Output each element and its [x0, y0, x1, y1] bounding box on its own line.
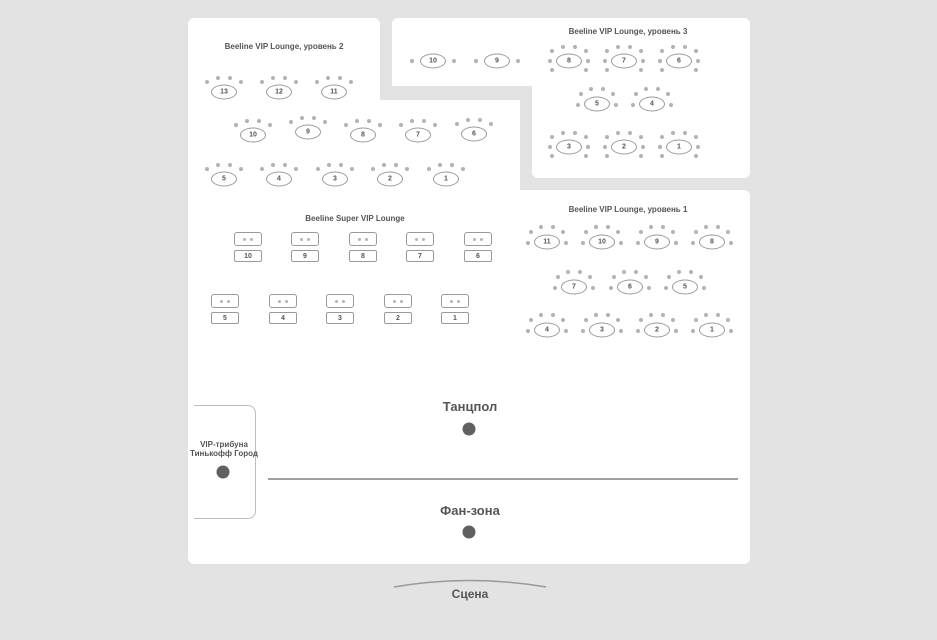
seat-dot	[323, 120, 327, 124]
lounge1-table-3[interactable]: 3	[589, 323, 615, 338]
seat-dot	[639, 230, 643, 234]
seat-dot	[382, 163, 386, 167]
seat-dot	[271, 76, 275, 80]
lounge1-title: Beeline VIP Lounge, уровень 1	[568, 205, 688, 214]
seat-dot	[539, 225, 543, 229]
lounge3-table-5[interactable]: 5	[584, 97, 610, 112]
seat-dot	[450, 300, 453, 303]
seat-dot	[636, 329, 640, 333]
seat-dot	[656, 87, 660, 91]
seat-dot	[228, 76, 232, 80]
seat-dot	[694, 135, 698, 139]
seat-dot	[699, 275, 703, 279]
seat-dot	[367, 119, 371, 123]
seat-dot	[245, 119, 249, 123]
seat-dot	[649, 313, 653, 317]
lounge3-table-3[interactable]: 3	[556, 140, 582, 155]
seat-dot	[729, 241, 733, 245]
seat-dot	[205, 167, 209, 171]
lounge1-table-1[interactable]: 1	[699, 323, 725, 338]
lounge1-table-8[interactable]: 8	[699, 235, 725, 250]
super-vip-box-7[interactable]	[406, 232, 434, 246]
stage-label: Сцена	[451, 587, 489, 601]
seat-dot	[589, 87, 593, 91]
super-vip-box-2[interactable]	[384, 294, 412, 308]
seat-dot	[606, 225, 610, 229]
seat-dot	[289, 120, 293, 124]
seat-dot	[696, 59, 700, 63]
seat-dot	[616, 45, 620, 49]
seat-dot	[594, 225, 598, 229]
seat-dot	[350, 167, 354, 171]
seat-dot	[551, 313, 555, 317]
seat-dot	[584, 135, 588, 139]
seat-dot	[702, 286, 706, 290]
super-vip-box-label: 8	[349, 250, 377, 262]
seat-dot	[578, 270, 582, 274]
lounge2-table-2[interactable]: 2	[377, 172, 403, 187]
super-vip-box-label: 2	[384, 312, 412, 324]
seat-dot	[573, 45, 577, 49]
seat-dot	[619, 329, 623, 333]
seat-dot	[588, 275, 592, 279]
seat-dot	[438, 163, 442, 167]
lounge1-table-10[interactable]: 10	[589, 235, 615, 250]
seat-dot	[294, 80, 298, 84]
seat-dot	[243, 238, 246, 241]
lounge3-table-9[interactable]: 9	[484, 54, 510, 69]
seat-dot	[639, 68, 643, 72]
seat-dot	[278, 300, 281, 303]
super-vip-title: Beeline Super VIP Lounge	[305, 214, 405, 223]
lounge3-title: Beeline VIP Lounge, уровень 3	[568, 27, 688, 36]
super-vip-box-label: 3	[326, 312, 354, 324]
seat-dot	[636, 241, 640, 245]
seat-dot	[581, 241, 585, 245]
seat-dot	[551, 225, 555, 229]
dance-floor-label: Танцпол	[442, 399, 498, 414]
zone-divider-line	[268, 478, 738, 480]
seat-dot	[683, 45, 687, 49]
seat-dot	[339, 163, 343, 167]
seat-dot	[631, 103, 635, 107]
seat-dot	[393, 300, 396, 303]
seat-dot	[628, 45, 632, 49]
seat-dot	[616, 131, 620, 135]
seat-dot	[622, 270, 626, 274]
seat-dot	[338, 76, 342, 80]
seat-dot	[461, 167, 465, 171]
seat-dot	[644, 275, 648, 279]
seat-dot	[661, 225, 665, 229]
seat-dot	[355, 119, 359, 123]
seat-dot	[579, 92, 583, 96]
lounge1-table-4[interactable]: 4	[534, 323, 560, 338]
vip-tribune-marker[interactable]	[217, 466, 230, 479]
super-vip-box-label: 5	[211, 312, 239, 324]
seat-dot	[634, 92, 638, 96]
seat-dot	[605, 154, 609, 158]
seat-dot	[550, 68, 554, 72]
seat-dot	[529, 230, 533, 234]
super-vip-box-label: 7	[406, 250, 434, 262]
lounge3-table-10[interactable]: 10	[420, 54, 446, 69]
seat-dot	[609, 286, 613, 290]
seat-dot	[283, 76, 287, 80]
seat-dot	[478, 118, 482, 122]
seat-dot	[639, 318, 643, 322]
seat-dot	[586, 145, 590, 149]
seat-dot	[271, 163, 275, 167]
super-vip-box-1[interactable]	[441, 294, 469, 308]
seat-dot	[667, 275, 671, 279]
seat-dot	[285, 300, 288, 303]
seat-dot	[641, 59, 645, 63]
seat-dot	[216, 76, 220, 80]
fan-zone-label: Фан-зона	[440, 503, 500, 518]
lounge1-table-9[interactable]: 9	[644, 235, 670, 250]
seat-dot	[658, 145, 662, 149]
lounge2-table-1[interactable]: 1	[433, 172, 459, 187]
seat-dot	[581, 329, 585, 333]
seat-dot	[616, 318, 620, 322]
seat-dot	[671, 131, 675, 135]
seat-dot	[726, 230, 730, 234]
lounge2-table-8[interactable]: 8	[350, 128, 376, 143]
seat-dot	[576, 103, 580, 107]
seat-dot	[234, 123, 238, 127]
seat-dot	[628, 131, 632, 135]
seat-dot	[603, 145, 607, 149]
seat-dot	[315, 80, 319, 84]
seat-dot	[573, 131, 577, 135]
seat-dot	[410, 59, 414, 63]
seat-dot	[239, 80, 243, 84]
seat-dot	[556, 275, 560, 279]
super-vip-box-6[interactable]	[464, 232, 492, 246]
seat-dot	[691, 329, 695, 333]
super-vip-box-10[interactable]	[234, 232, 262, 246]
seat-dot	[603, 59, 607, 63]
seat-dot	[548, 145, 552, 149]
seat-dot	[584, 154, 588, 158]
seat-dot	[526, 241, 530, 245]
seat-dot	[660, 68, 664, 72]
seat-dot	[639, 49, 643, 53]
super-vip-box-9[interactable]	[291, 232, 319, 246]
seat-dot	[415, 238, 418, 241]
seat-dot	[605, 49, 609, 53]
seat-dot	[716, 225, 720, 229]
seat-dot	[422, 119, 426, 123]
seat-dot	[664, 286, 668, 290]
seat-dot	[696, 145, 700, 149]
seat-dot	[326, 76, 330, 80]
seat-dot	[433, 123, 437, 127]
seat-dot	[452, 59, 456, 63]
lounge2-table-10[interactable]: 10	[240, 128, 266, 143]
seat-dot	[566, 270, 570, 274]
lounge1-table-7[interactable]: 7	[561, 280, 587, 295]
seat-dot	[457, 300, 460, 303]
seat-dot	[584, 318, 588, 322]
seat-dot	[344, 123, 348, 127]
seat-dot	[584, 68, 588, 72]
seat-dot	[474, 59, 478, 63]
venue-panel-lounge2-ext	[188, 100, 520, 210]
seat-dot	[661, 313, 665, 317]
lounge3-table-4[interactable]: 4	[639, 97, 665, 112]
super-vip-box-3[interactable]	[326, 294, 354, 308]
lounge1-table-5[interactable]: 5	[672, 280, 698, 295]
seat-dot	[268, 123, 272, 127]
venue-panel-lounge3-ext	[532, 70, 750, 178]
seat-dot	[526, 329, 530, 333]
seat-dot	[205, 80, 209, 84]
fan-zone-marker[interactable]	[463, 526, 476, 539]
seat-dot	[550, 154, 554, 158]
seat-dot	[220, 300, 223, 303]
seat-dot	[647, 286, 651, 290]
vip-tribune-label-line1: VIP-трибуна	[200, 440, 248, 449]
vip-tribune-label-line2: Тинькофф Город	[189, 449, 259, 458]
seat-dot	[561, 131, 565, 135]
seat-dot	[677, 270, 681, 274]
seat-dot	[539, 313, 543, 317]
lounge2-table-5[interactable]: 5	[211, 172, 237, 187]
lounge2-table-11[interactable]: 11	[321, 85, 347, 100]
seat-dot	[371, 167, 375, 171]
lounge1-table-11[interactable]: 11	[534, 235, 560, 250]
seat-dot	[639, 135, 643, 139]
seat-dot	[480, 238, 483, 241]
seat-dot	[550, 49, 554, 53]
seat-dot	[394, 163, 398, 167]
seat-dot	[548, 59, 552, 63]
seat-dot	[614, 103, 618, 107]
seat-dot	[612, 275, 616, 279]
seat-dot	[260, 80, 264, 84]
seat-dot	[227, 300, 230, 303]
seat-dot	[683, 131, 687, 135]
seat-dot	[283, 163, 287, 167]
super-vip-box-label: 6	[464, 250, 492, 262]
seat-dot	[228, 163, 232, 167]
lounge3-table-1[interactable]: 1	[666, 140, 692, 155]
seat-dot	[400, 300, 403, 303]
seat-dot	[729, 329, 733, 333]
seat-dot	[466, 118, 470, 122]
seat-dot	[358, 238, 361, 241]
seat-dot	[216, 163, 220, 167]
seat-dot	[666, 92, 670, 96]
seat-dot	[564, 329, 568, 333]
seat-dot	[649, 225, 653, 229]
seat-dot	[601, 87, 605, 91]
seat-dot	[427, 167, 431, 171]
seat-dot	[671, 230, 675, 234]
seat-dot	[239, 167, 243, 171]
seat-dot	[689, 270, 693, 274]
seat-dot	[658, 59, 662, 63]
seat-dot	[694, 318, 698, 322]
seat-dot	[307, 238, 310, 241]
seat-dot	[450, 163, 454, 167]
seat-dot	[327, 163, 331, 167]
seat-dot	[674, 241, 678, 245]
seat-dot	[561, 45, 565, 49]
seat-dot	[312, 116, 316, 120]
seat-dot	[594, 313, 598, 317]
seat-dot	[257, 119, 261, 123]
seat-dot	[644, 87, 648, 91]
seat-dot	[704, 225, 708, 229]
lounge3-table-8[interactable]: 8	[556, 54, 582, 69]
seat-dot	[639, 154, 643, 158]
super-vip-box-8[interactable]	[349, 232, 377, 246]
seat-dot	[378, 123, 382, 127]
seat-dot	[694, 68, 698, 72]
seat-dot	[335, 300, 338, 303]
seat-dot	[716, 313, 720, 317]
seat-dot	[410, 119, 414, 123]
seat-dot	[399, 123, 403, 127]
seat-dot	[516, 59, 520, 63]
lounge2-table-3[interactable]: 3	[322, 172, 348, 187]
seat-dot	[694, 154, 698, 158]
seat-dot	[605, 68, 609, 72]
seat-dot	[294, 167, 298, 171]
seat-dot	[250, 238, 253, 241]
seat-dot	[550, 135, 554, 139]
seat-dot	[529, 318, 533, 322]
lounge3-table-6[interactable]: 6	[666, 54, 692, 69]
seat-dot	[660, 135, 664, 139]
seat-dot	[584, 230, 588, 234]
lounge1-table-6[interactable]: 6	[617, 280, 643, 295]
lounge2-table-4[interactable]: 4	[266, 172, 292, 187]
seat-dot	[365, 238, 368, 241]
seat-dot	[671, 318, 675, 322]
seat-dot	[316, 167, 320, 171]
seat-dot	[591, 286, 595, 290]
seat-dot	[704, 313, 708, 317]
seat-dot	[561, 230, 565, 234]
seat-dot	[669, 103, 673, 107]
lounge2-table-9[interactable]: 9	[295, 125, 321, 140]
seat-dot	[605, 135, 609, 139]
seat-dot	[606, 313, 610, 317]
super-vip-box-4[interactable]	[269, 294, 297, 308]
seat-dot	[561, 318, 565, 322]
seat-dot	[405, 167, 409, 171]
lounge3-table-2[interactable]: 2	[611, 140, 637, 155]
seat-dot	[342, 300, 345, 303]
seat-dot	[726, 318, 730, 322]
dance-floor-marker[interactable]	[463, 423, 476, 436]
seat-dot	[671, 45, 675, 49]
seat-dot	[634, 270, 638, 274]
lounge2-table-13[interactable]: 13	[211, 85, 237, 100]
seat-dot	[674, 329, 678, 333]
seat-dot	[553, 286, 557, 290]
seat-dot	[473, 238, 476, 241]
lounge2-table-7[interactable]: 7	[405, 128, 431, 143]
super-vip-box-5[interactable]	[211, 294, 239, 308]
seat-dot	[260, 167, 264, 171]
seat-dot	[660, 49, 664, 53]
super-vip-box-label: 1	[441, 312, 469, 324]
lounge2-title: Beeline VIP Lounge, уровень 2	[224, 42, 344, 51]
seat-dot	[641, 145, 645, 149]
super-vip-box-label: 9	[291, 250, 319, 262]
seat-dot	[691, 241, 695, 245]
seat-dot	[422, 238, 425, 241]
seat-dot	[584, 49, 588, 53]
seat-dot	[611, 92, 615, 96]
super-vip-box-label: 10	[234, 250, 262, 262]
vip-tribune-frame	[194, 405, 256, 519]
seat-dot	[349, 80, 353, 84]
seat-dot	[660, 154, 664, 158]
vip-tribune-label	[190, 440, 258, 458]
seat-dot	[489, 122, 493, 126]
lounge2-table-12[interactable]: 12	[266, 85, 292, 100]
lounge2-table-6[interactable]: 6	[461, 127, 487, 142]
lounge3-table-7[interactable]: 7	[611, 54, 637, 69]
seat-dot	[564, 241, 568, 245]
seat-dot	[300, 238, 303, 241]
seat-dot	[616, 230, 620, 234]
super-vip-box-label: 4	[269, 312, 297, 324]
seat-dot	[694, 49, 698, 53]
seat-dot	[455, 122, 459, 126]
seat-dot	[586, 59, 590, 63]
seat-dot	[300, 116, 304, 120]
seat-dot	[619, 241, 623, 245]
lounge1-table-2[interactable]: 2	[644, 323, 670, 338]
seat-dot	[694, 230, 698, 234]
